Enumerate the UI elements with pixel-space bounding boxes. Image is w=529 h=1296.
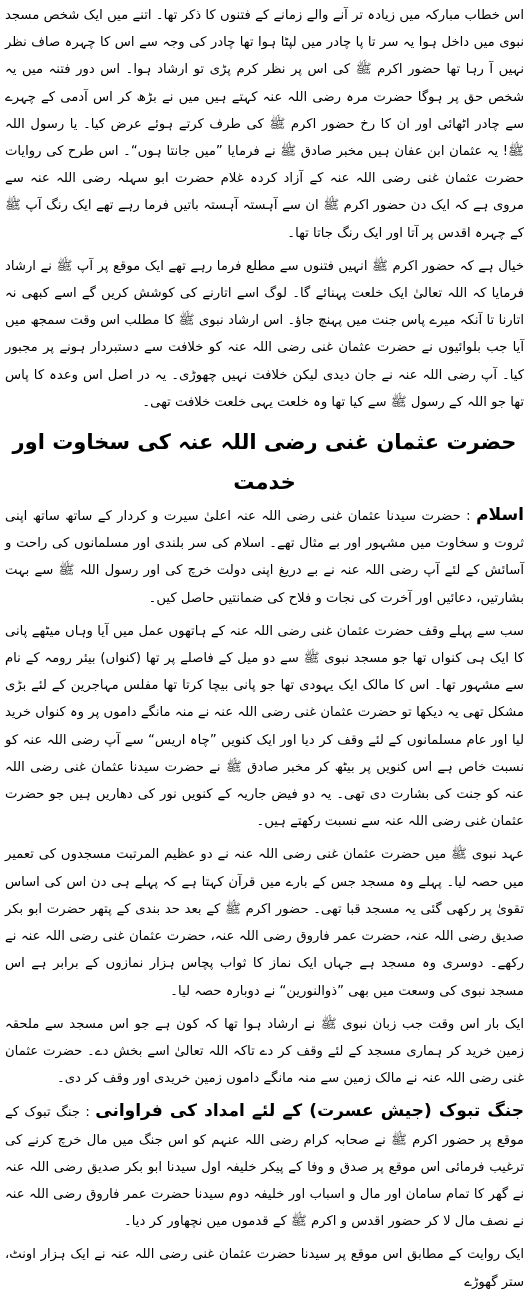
section-heading-generosity: حضرت عثمان غنی رضی اللہ عنہ کی سخاوت اور خدمت (12, 430, 517, 495)
section-heading-tabuk: جنگ تبوک (جیش عسرت) کے لئے امداد کی فراوانی (95, 1101, 524, 1122)
paragraph-generosity (5, 502, 524, 612)
paragraph-mosques: عہد نبوی ﷺ میں حضرت عثمان غنی رضی اللہ عنہ نے دو عظیم المرتبت مسجدوں کی تعمیر میں حصہ لیا۔ پہلے وہ مسجد جس کے بارے میں قرآن کہتا ہے کہ پہلے ہی دن اس کی اساس تقویٰ پر رکھی گئی یہ مسجد قبا تھی۔ حضور اکرم ﷺ کے بعد حد بندی کے پتھر حضرت ابو بکر صدیق رضی اللہ عنہ، حضرت عمر فاروق رضی اللہ عنہ، حضرت عثمان غنی رضی اللہ عنہ نے رکھے۔ دوسری وہ مسجد ہے جہاں ایک نماز کا ثواب پچاس ہزار نمازوں کے برابر ہے اس مسجد نبوی کی وسعت میں بھی ”ذوالنورین“ نے دوبارہ حصہ لیا۔ (5, 847, 524, 999)
paragraph-wells: سب سے پہلے وقف حضرت عثمان غنی رضی اللہ عنہ کے ہاتھوں عمل میں آیا وہاں میٹھے پانی کا ایک ہی کنواں تھا جو مسجد نبوی ﷺ سے دو میل کے فاصلے پر تھا (کنواں) بیئر رومہ کے نام سے مشہور تھا۔ اس کا مالک ایک یہودی تھا جو پانی بیچا کرتا تھا مفلس مہاجرین کے لئے بڑی مشکل تھی یہ دیکھا تو حضرت عثمان غنی رضی اللہ عنہ نے منہ مانگے داموں پر وہ کنواں خرید لیا اور عام مسلمانوں کے لئے وقف کر دیا اور ایک کنویں ”چاہ اریس“ سے آپ رضی اللہ عنہ کو نسبت خاص ہے اس کنویں پر بیٹھ کر مخبر صادق ﷺ نے حضرت سیدنا عثمان غنی رضی اللہ عنہ کو جنت کی بشارت دی تھی۔ یہ دو فیض جاریہ کے کنویں نور کی دھاریں ہیں جو حضرت عثمان غنی رضی اللہ عنہ سے نسبت رکھتے ہیں۔ (5, 623, 524, 830)
paragraph-generosity-text: : حضرت سیدنا عثمان غنی رضی اللہ عنہ اعلیٰ سیرت و کردار کے ساتھ ساتھ اپنی ثروت و سخاوت میں مشہور اور بے مثال تھے۔ اسلام کی سر بلندی اور مسلمانوں کی راحت و آسائش کے لئے آپ رضی اللہ عنہ نے بے دریغ اپنی دولت خرچ کی اور رسول اللہ ﷺ سے بہت بشارتیں، دعائیں اور آخرت کی نجات و فلاح کی ضمانتیں حاصل کیں۔ (5, 509, 524, 606)
paragraph-tabuk (5, 1098, 524, 1235)
paragraph-tabuk-donation: ایک روایت کے مطابق اس موقع پر سیدنا حضرت عثمان غنی رضی اللہ عنہ نے ایک ہزار اونٹ، ستر گھوڑے (5, 1247, 524, 1290)
article-page (5, 2, 524, 1290)
paragraph-mosque-land: ایک بار اس وقت جب زبان نبوی ﷺ نے ارشاد ہوا تھا کہ کون ہے جو اس مسجد سے ملحقہ زمین خرید کر ہماری مسجد کے لئے وقف کر دے تاکہ اللہ تعالیٰ اسے بخش دے۔ حضرت عثمان غنی رضی اللہ عنہ نے مالک زمین سے منہ مانگے داموں زمین خریدی اور وقف کر دی۔ (5, 1016, 524, 1087)
paragraph-tabuk-text: : جنگ تبوک کے موقع پر حضور اکرم ﷺ نے صحابہ کرام رضی اللہ عنہم کو اس جنگ میں مال خرچ کرنے کی ترغیب فرمائی اس موقع پر صدق و وفا کے پیکر خلیفہ اول سیدنا ابو بکر صدیق رضی اللہ عنہ نے گھر کا تمام سامان اور مال و اسباب اور خلیفہ دوم سیدنا حضرت عمر فاروق رضی اللہ عنہ نے نصف مال لا کر حضور اقدس و اکرم ﷺ کے قدموں میں نچھاور کر دیا۔ (5, 1105, 524, 1230)
paragraph-khilafat: خیال ہے کہ حضور اکرم ﷺ انہیں فتنوں سے مطلع فرما رہے تھے ایک موقع پر آپ ﷺ نے ارشاد فرمایا کہ اللہ تعالیٰ ایک خلعت پہنائے گا۔ لوگ اسے اتارنے کی کوشش کریں گے اسے کبھی نہ اتارنا تا آنکہ میرے پاس جنت میں پہنچ جاؤ۔ اس ارشاد نبوی ﷺ کا مطلب اس وقت سمجھ میں آیا جب بلوائیوں نے حضرت عثمان غنی رضی اللہ عنہ کو خلافت سے دستبردار ہونے پر مجبور کیا۔ آپ رضی اللہ عنہ نے جان دیدی لیکن خلافت نہیں چھوڑی۔ یہ در اصل اس وعدہ کا پاس تھا جو اللہ کے رسول ﷺ سے کیا تھا وہ خلعت یہی خلعت خلافت تھی۔ (5, 258, 524, 410)
paragraph-fitan: اس خطاب مبارکہ میں زیادہ تر آنے والے زمانے کے فتنوں کا ذکر تھا۔ اتنے میں ایک شخص مسجد نبوی میں داخل ہوا یہ سر تا پا چادر میں لپٹا ہوا تھا چادر کی وجہ سے اس کا چہرہ صاف نظر نہیں آ رہا تھا حضور اکرم ﷺ کی اس پر نظر کرم پڑی تو ارشاد ہوا۔ اس دور فتنہ میں یہ شخص حق پر ہوگا حضرت مرہ رضی اللہ عنہ کہتے ہیں میں نے بڑھ کر اس آدمی کے چہرے سے چادر اٹھائی اور ان کا رخ حضور اکرم ﷺ کی طرف کرتے ہوئے عرض کیا۔ یا رسول اللہ ﷺ! یہ عثمان ابن عفان ہیں مخبر صادق ﷺ نے فرمایا ”میں جانتا ہوں“۔ اس طرح کی روایات حضرت عثمان غنی رضی اللہ عنہ کے آزاد کردہ غلام حضرت ابو سہلہ رضی اللہ عنہ سے مروی ہے کہ ایک دن حضور اکرم ﷺ ان سے آہستہ آہستہ باتیں فرما رہے تھے ایک رنگ آپ ﷺ کے چہرہ اقدس پر آتا اور ایک رنگ جاتا تھا۔ (5, 8, 524, 241)
section-heading-continuation: اسلام (476, 505, 524, 526)
